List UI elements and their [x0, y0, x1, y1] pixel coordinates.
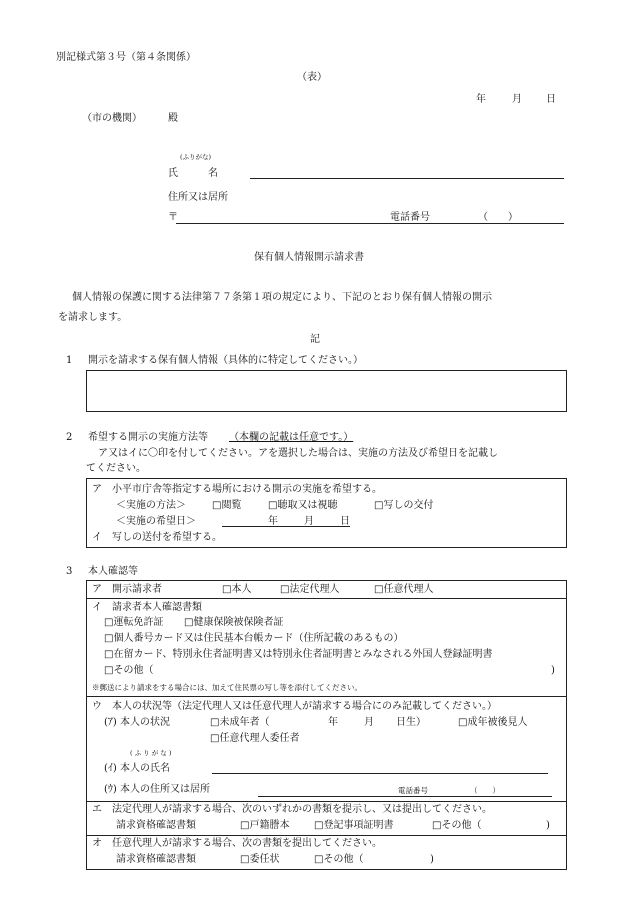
date-day-label: 日	[546, 94, 556, 105]
option-a-onsite[interactable]: ア 小平市庁舎等指定する場所における開示の実施を希望する。	[92, 484, 382, 495]
principal-status-title: ウ 本人の状況等（法定代理人又は任意代理人が請求する場合にのみ記載してください。）	[92, 701, 497, 712]
section-2-note: （本欄の記載は任意です。）	[229, 432, 354, 443]
section-2-number: 2	[66, 432, 73, 443]
voluntary-other-checkbox[interactable]: □その他（	[314, 854, 364, 865]
section-2-instruction-1: ア又はイに〇印を付してください。アを選択した場合は、実施の方法及び希望日を記載し	[98, 448, 498, 459]
option-i-mail[interactable]: イ 写しの送付を希望する。	[92, 532, 222, 543]
section-2-label: 希望する開示の実施方法等	[88, 432, 208, 443]
requested-info-field[interactable]	[86, 370, 567, 412]
id-documents-title: イ 請求者本人確認書類	[92, 602, 202, 613]
status-minor-checkbox[interactable]: □未成年者（	[210, 717, 270, 728]
status-birth-year-label: 年	[328, 717, 338, 728]
preferred-day-label: 日	[340, 516, 350, 527]
status-birth-day-label: 日生）	[396, 717, 426, 728]
section-1-label: 開示を請求する保有個人情報（具体的に特定してください。）	[88, 355, 363, 366]
method-listen-checkbox[interactable]: □聴取又は視聴	[268, 500, 338, 511]
doc-mynumber-checkbox[interactable]: □個人番号カード又は住民基本台帳カード（住所記載のあるもの）	[104, 633, 404, 644]
date-year-label: 年	[476, 94, 486, 105]
principal-phone-paren: （ ）	[470, 786, 500, 795]
applicant-name-field[interactable]	[250, 178, 564, 179]
doc-residence-card-checkbox[interactable]: □在留カード、特別永住者証明書又は特別永住者証明書とみなされる外国人登録証明書	[104, 649, 493, 660]
section-3-number: 3	[66, 566, 73, 577]
applicant-furigana: (ふりがな)	[180, 153, 212, 161]
table-divider	[86, 801, 567, 802]
requester-type-label: ア 開示請求者	[92, 584, 162, 595]
form-id: 別記様式第３号（第４条関係）	[56, 52, 196, 63]
table-divider	[86, 835, 567, 836]
principal-address-field[interactable]	[258, 796, 552, 797]
requester-self-checkbox[interactable]: □本人	[222, 584, 252, 595]
principal-name-furigana: ( ふ り が な )	[130, 749, 172, 757]
table-divider	[86, 696, 567, 697]
preferred-date-label: ＜実施の希望日＞	[116, 516, 196, 527]
date-month-label: 月	[512, 94, 522, 105]
preferred-year-label: 年	[268, 516, 278, 527]
method-copy-checkbox[interactable]: □写しの交付	[374, 500, 434, 511]
preferred-date-field[interactable]	[222, 526, 350, 527]
section-3-label: 本人確認等	[88, 566, 138, 577]
voluntary-other-close: )	[430, 854, 434, 865]
principal-name-field[interactable]	[212, 773, 548, 774]
principal-name-label: (ｲ) 本人の氏名	[104, 763, 170, 774]
status-birth-month-label: 月	[364, 717, 374, 728]
form-side: （表）	[297, 72, 327, 83]
method-label: ＜実施の方法＞	[116, 500, 186, 511]
voluntary-agent-docs-label: 請求資格確認書類	[116, 854, 196, 865]
principal-status-label: (ｱ) 本人の状況	[104, 717, 170, 728]
method-view-checkbox[interactable]: □閲覧	[212, 500, 242, 511]
legal-agent-docs-label: 請求資格確認書類	[116, 820, 196, 831]
requester-legal-agent-checkbox[interactable]: □法定代理人	[280, 584, 340, 595]
legal-other-close: )	[546, 820, 550, 831]
doc-license-checkbox[interactable]: □運転免許証	[104, 617, 164, 628]
table-divider	[86, 598, 567, 599]
principal-phone-label: 電話番号	[398, 786, 428, 795]
section-2-instruction-2: てください。	[86, 463, 146, 474]
legal-agent-docs-title: エ 法定代理人が請求する場合、次のいずれかの書類を提示し、又は提出してください。	[92, 804, 492, 815]
ki-heading: 記	[310, 334, 320, 345]
applicant-name-label: 氏 名	[168, 168, 218, 179]
applicant-address-label: 住所又は居所	[168, 192, 228, 203]
page-title: 保有個人情報開示請求書	[254, 252, 364, 263]
legal-registry-cert-checkbox[interactable]: □登記事項証明書	[314, 820, 394, 831]
doc-other-checkbox[interactable]: □その他（	[104, 665, 154, 676]
doc-other-close: )	[551, 665, 555, 676]
voluntary-power-of-attorney-checkbox[interactable]: □委任状	[240, 854, 280, 865]
principal-address-label: (ｳ) 本人の住所又は居所	[104, 784, 210, 795]
requester-voluntary-agent-checkbox[interactable]: □任意代理人	[374, 584, 434, 595]
applicant-phone-label: 電話番号	[390, 212, 430, 223]
recipient-honorific: 殿	[168, 113, 178, 124]
applicant-phone-paren: （ ）	[478, 212, 518, 223]
intro-line-2: を請求します。	[58, 312, 128, 323]
section-1-number: 1	[66, 355, 73, 366]
intro-line-1: 個人情報の保護に関する法律第７７条第１項の規定により、下記のとおり保有個人情報の開示	[72, 292, 492, 303]
mail-note: ※郵送により請求をする場合には、加えて住民票の写し等を添付してください。	[92, 683, 362, 692]
legal-other-checkbox[interactable]: □その他（	[432, 820, 482, 831]
preferred-month-label: 月	[304, 516, 314, 527]
doc-insurance-checkbox[interactable]: □健康保険被保険者証	[184, 617, 284, 628]
postal-mark: 〒	[168, 212, 178, 223]
recipient: （市の機関）	[82, 113, 142, 124]
status-principal-checkbox[interactable]: □任意代理人委任者	[210, 733, 300, 744]
voluntary-agent-docs-title: オ 任意代理人が請求する場合、次の書類を提出してください。	[92, 838, 382, 849]
status-adult-ward-checkbox[interactable]: □成年被後見人	[458, 717, 528, 728]
legal-family-register-checkbox[interactable]: □戸籍謄本	[240, 820, 290, 831]
